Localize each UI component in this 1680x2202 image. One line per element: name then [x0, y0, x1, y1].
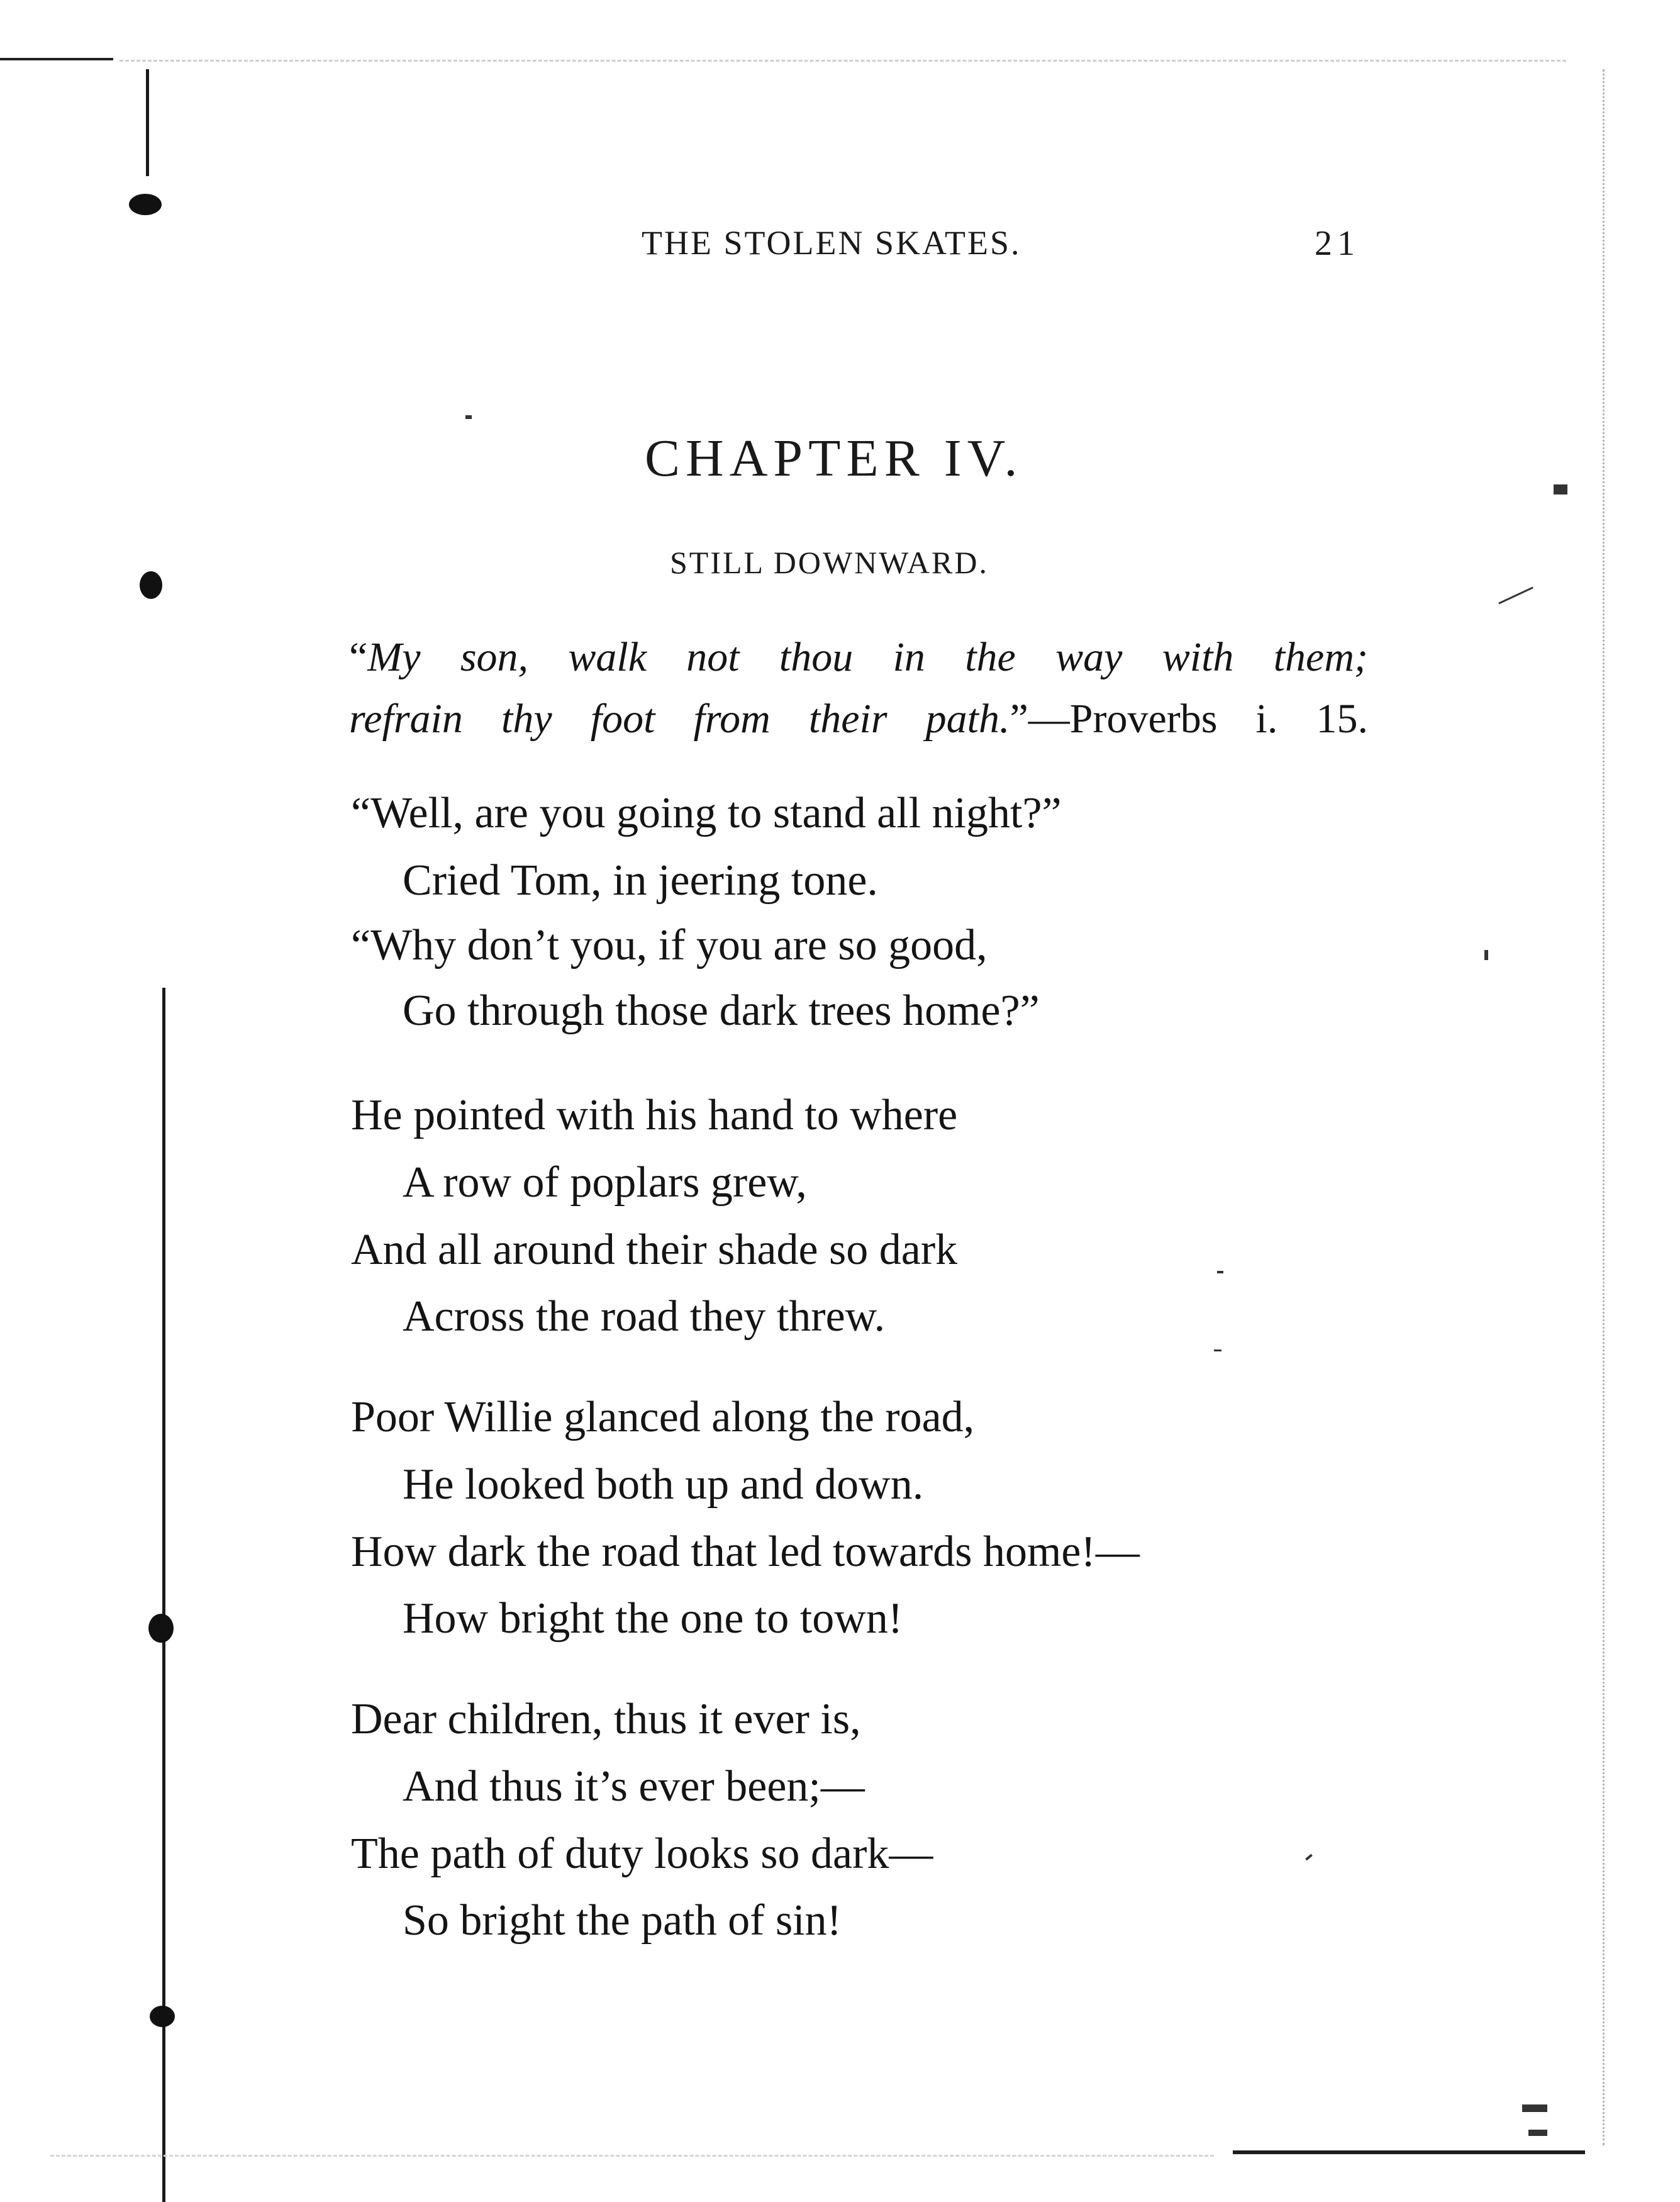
scan-edge-right — [1603, 69, 1605, 2145]
scan-speck — [465, 415, 472, 419]
verse-line: How dark the road that led towards home!— — [351, 1528, 1140, 1576]
epigraph-text-1: My son, walk not thou in the way with them; — [367, 634, 1368, 680]
verse-line: Go through those dark trees home?” — [403, 986, 1040, 1035]
epigraph-citation: ”—Proverbs i. 15. — [1010, 696, 1369, 742]
chapter-subtitle: STILL DOWNWARD. — [670, 545, 989, 580]
scan-speck — [1214, 1350, 1221, 1351]
verse-line: And all around their shade so dark — [351, 1226, 958, 1274]
scan-edge-bottom-dashes — [50, 2155, 1214, 2157]
epigraph-open-quote: “ — [349, 634, 368, 680]
epigraph-text-2: refrain thy foot from their path. — [349, 696, 1010, 742]
verse-line: Poor Willie glanced along the road, — [351, 1393, 975, 1441]
verse-line: So bright the path of sin! — [403, 1896, 842, 1945]
epigraph-line-2 — [349, 698, 1368, 740]
scan-speck — [1217, 1271, 1223, 1273]
scan-speck — [1498, 586, 1533, 604]
scan-edge-top — [0, 58, 113, 60]
binding-line-upper — [146, 69, 149, 176]
verse-line: He pointed with his hand to where — [351, 1091, 958, 1139]
scan-speck — [1528, 2130, 1547, 2136]
verse-line: He looked both up and down. — [403, 1460, 924, 1509]
scan-speck — [1484, 950, 1488, 960]
binding-mark — [140, 571, 162, 599]
epigraph-line-1 — [349, 634, 1368, 680]
verse-line: A row of poplars grew, — [403, 1158, 807, 1207]
binding-mark — [148, 1614, 174, 1643]
binding-mark — [150, 2006, 175, 2027]
scan-edge-bottom — [1233, 2150, 1585, 2154]
verse-line: The path of duty looks so dark— — [351, 1830, 933, 1878]
page-number: 21 — [1315, 224, 1360, 263]
verse-line: Cried Tom, in jeering tone. — [403, 856, 878, 905]
verse-line: Dear children, thus it ever is, — [351, 1695, 861, 1743]
verse-line: “Well, are you going to stand all night?” — [351, 789, 1062, 837]
verse-line: “Why don’t you, if you are so good, — [351, 921, 987, 970]
binding-mark — [129, 194, 162, 215]
chapter-title: CHAPTER IV. — [645, 429, 1023, 488]
scan-edge-dashes — [120, 60, 1566, 62]
scan-speck — [1554, 484, 1567, 495]
verse-line: Across the road they threw. — [403, 1292, 886, 1341]
running-head: THE STOLEN SKATES. — [642, 224, 1021, 262]
scan-speck — [1522, 2104, 1547, 2112]
verse-line: And thus it’s ever been;— — [403, 1762, 865, 1811]
verse-line: How bright the one to town! — [403, 1594, 903, 1643]
scan-speck — [1305, 1854, 1313, 1861]
